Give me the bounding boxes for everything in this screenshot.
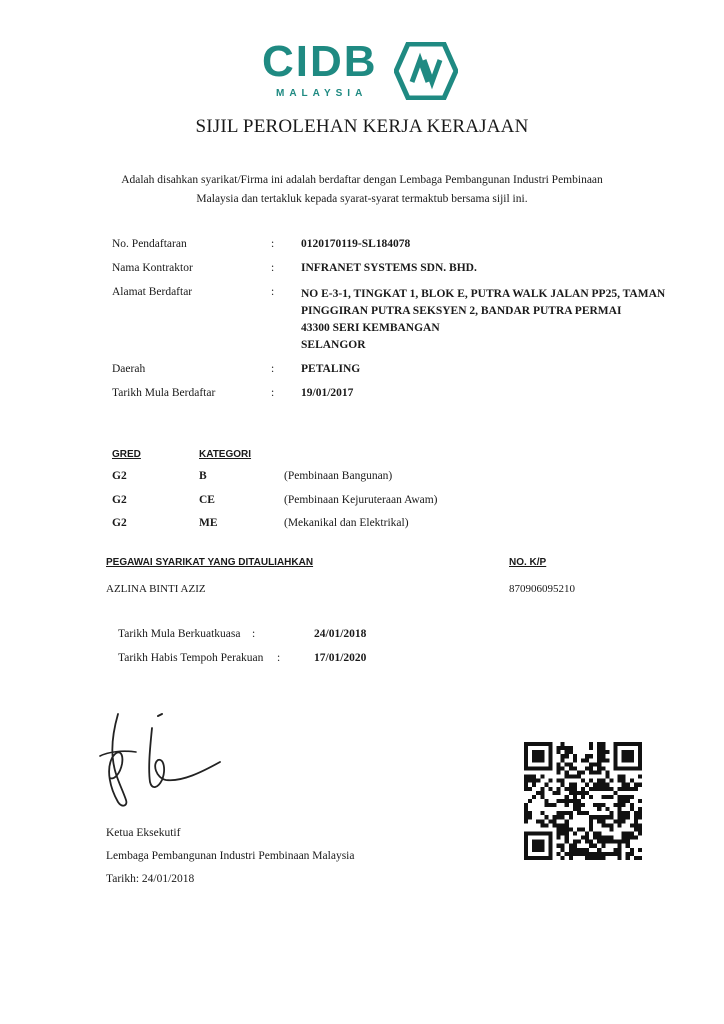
grade-row-gred: G2 <box>112 517 127 529</box>
colon: : <box>277 652 281 664</box>
qr-code-icon <box>524 742 642 860</box>
intro-line-2: Malaysia dan tertakluk kepada syarat-syarat termaktub bersama sijil ini. <box>196 193 528 205</box>
no-pendaftaran-label: No. Pendaftaran <box>112 238 187 250</box>
colon: : <box>271 238 275 250</box>
kategori-header: KATEGORI <box>199 449 252 460</box>
tarikh-habis-tempoh-value: 17/01/2020 <box>314 652 367 664</box>
gred-header: GRED <box>112 449 141 460</box>
colon: : <box>271 387 275 399</box>
signatory-date: Tarikh: 24/01/2018 <box>106 873 195 885</box>
colon: : <box>271 286 275 298</box>
daerah-value: PETALING <box>301 363 361 375</box>
grade-row-kategori: ME <box>199 517 218 529</box>
tarikh-mula-berkuatkuasa-value: 24/01/2018 <box>314 628 367 640</box>
colon: : <box>271 363 275 375</box>
alamat-line-4: SELANGOR <box>301 339 366 351</box>
officer-name-header: PEGAWAI SYARIKAT YANG DITAULIAHKAN <box>106 557 314 568</box>
colon: : <box>271 262 275 274</box>
grade-row-kategori: CE <box>199 494 215 506</box>
certificate-title: SIJIL PEROLEHAN KERJA KERAJAAN <box>195 116 529 137</box>
grade-row-kategori: B <box>199 470 207 482</box>
grade-row-desc: (Mekanikal dan Elektrikal) <box>284 517 409 529</box>
officer-name: AZLINA BINTI AZIZ <box>106 583 206 595</box>
grade-row-desc: (Pembinaan Kejuruteraan Awam) <box>284 494 438 506</box>
nama-kontraktor-label: Nama Kontraktor <box>112 262 193 274</box>
alamat-line-3: 43300 SERI KEMBANGAN <box>301 322 440 334</box>
no-pendaftaran-value: 0120170119-SL184078 <box>301 238 411 250</box>
alamat-line-1: NO E-3-1, TINGKAT 1, BLOK E, PUTRA WALK JALAN PP25, TAMAN <box>301 288 666 300</box>
cidb-logo <box>262 38 462 102</box>
grade-row-gred: G2 <box>112 470 127 482</box>
logo-subtitle: MALAYSIA <box>276 88 368 99</box>
tarikh-mula-berdaftar-value: 19/01/2017 <box>301 387 354 399</box>
nama-kontraktor-value: INFRANET SYSTEMS SDN. BHD. <box>301 262 477 274</box>
tarikh-mula-berdaftar-label: Tarikh Mula Berdaftar <box>112 387 216 399</box>
alamat-line-2: PINGGIRAN PUTRA SEKSYEN 2, BANDAR PUTRA PERMAI <box>301 305 622 317</box>
grade-row-gred: G2 <box>112 494 127 506</box>
grade-row-desc: (Pembinaan Bangunan) <box>284 470 393 482</box>
officer-id: 870906095210 <box>509 583 575 595</box>
intro-line-1: Adalah disahkan syarikat/Firma ini adalah berdaftar dengan Lembaga Pembangunan Industri Pembinaan <box>121 174 603 186</box>
cidb-hexagon-icon <box>394 42 458 100</box>
alamat-label: Alamat Berdaftar <box>112 286 193 298</box>
daerah-label: Daerah <box>112 363 146 375</box>
tarikh-habis-tempoh-label: Tarikh Habis Tempoh Perakuan <box>118 652 264 664</box>
officer-id-header: NO. K/P <box>509 557 547 568</box>
signatory-org: Lembaga Pembangunan Industri Pembinaan Malaysia <box>106 850 355 862</box>
colon: : <box>252 628 256 640</box>
logo-wordmark: CIDB <box>262 37 378 86</box>
signature-icon <box>92 708 252 818</box>
tarikh-mula-berkuatkuasa-label: Tarikh Mula Berkuatkuasa <box>118 628 241 640</box>
signatory-title: Ketua Eksekutif <box>106 827 181 839</box>
